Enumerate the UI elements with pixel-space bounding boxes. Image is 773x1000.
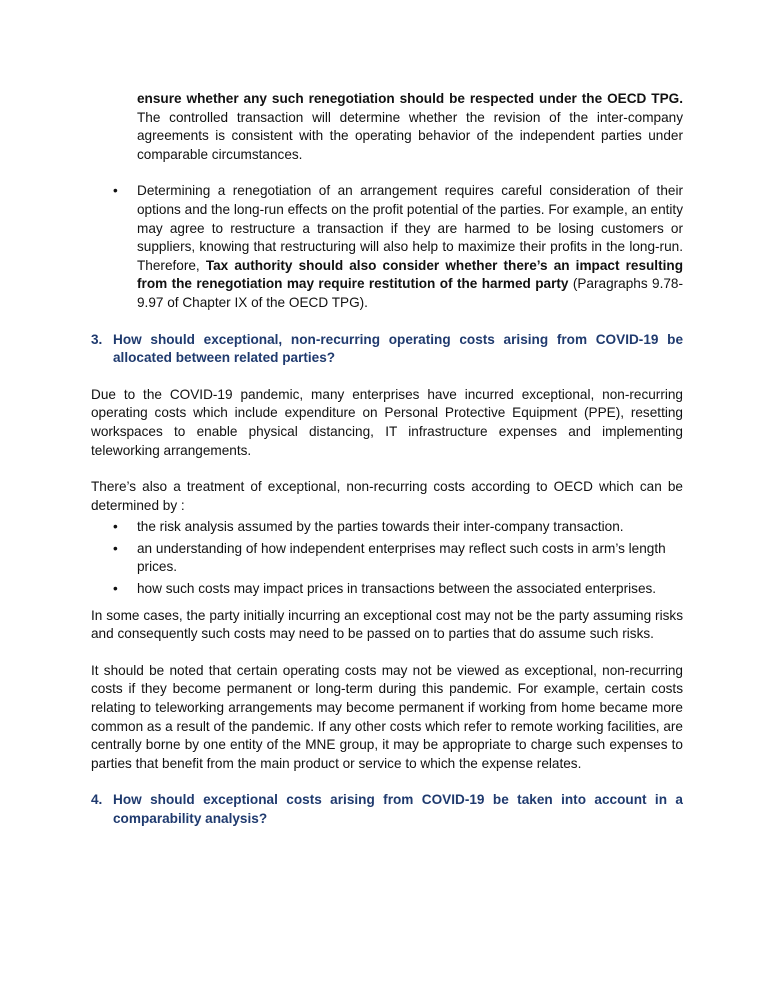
section-number: 4. [91, 792, 103, 808]
bullet-renegotiation: • Determining a renegotiation of an arrangement requires careful consideration of their options and the long-run effects on the profit potential of the parties. For example, an entity may agree to restructure a transaction if they are harmed to be losing customers or suppliers, knowing that restructuring will also help to maximize their profits in the long-run. Therefore, Tax authority should also consider whether there’s an impact resulting from the renegotiation may require restitution of the harmed party (Paragraphs 9.78-9.97 of Chapter IX of the OECD TPG). [113, 183, 684, 310]
criteria-list [91, 518, 683, 598]
bullet-icon: • [113, 540, 118, 556]
list-item: • the risk analysis assumed by the parties towards their inter-company transaction. [91, 518, 683, 537]
section-3-paragraph-2: There’s also a treatment of exceptional, non-recurring costs according to OECD which can be determined by : [91, 479, 683, 513]
bullet-icon: • [113, 519, 118, 535]
bold-statement: Tax authority should also consider whether there’s an impact resulting from the renegotiation may require restitution of the harmed party [137, 257, 683, 292]
bullet-icon: • [113, 183, 118, 199]
section-number: 3. [91, 331, 103, 347]
bold-lead: ensure whether any such renegotiation should be respected under the OECD TPG. [137, 91, 683, 106]
section-3-heading: 3. How should exceptional, non-recurring operating costs arising from COVID-19 be allocated between related parties? [91, 331, 683, 366]
document-page [91, 90, 683, 829]
continued-bullet-text: ensure whether any such renegotiation should be respected under the OECD TPG. The controlled transaction will determine whether the revision of the inter-company agreements is consistent with the operating behavior of the independent parties under comparable circumstances. [137, 91, 683, 162]
section-3-paragraph-3: In some cases, the party initially incurring an exceptional cost may not be the party assuming risks and consequently such costs may need to be passed on to parties that do assume such risks. [91, 607, 683, 642]
list-item: • an understanding of how independent enterprises may reflect such costs in arm’s length prices. [113, 540, 666, 575]
section-3-paragraph-4: It should be noted that certain operating costs may not be viewed as exceptional, non-recurring costs if they become permanent or long-term during this pandemic. For example, certain costs relating to teleworking arrangements may become permanent if working from home became more common as a result of the pandemic. If any other costs which refer to remote working facilities, are centrally borne by one entity of the MNE group, it may be appropriate to charge such expenses to parties that benefit from the main product or service to which the expense relates. [91, 662, 683, 771]
section-3-paragraph-1: Due to the COVID-19 pandemic, many enterprises have incurred exceptional, non-recurring operating costs which include expenditure on Personal Protective Equipment (PPE), resetting workspaces to enable physical distancing, IT infrastructure expenses and implementing teleworking arrangements. [91, 386, 683, 458]
section-4-heading: 4. How should exceptional costs arising from COVID-19 be taken into account in a comparability analysis? [91, 792, 683, 826]
list-item: • how such costs may impact prices in transactions between the associated enterprises. [91, 580, 683, 599]
bullet-icon: • [113, 581, 118, 597]
